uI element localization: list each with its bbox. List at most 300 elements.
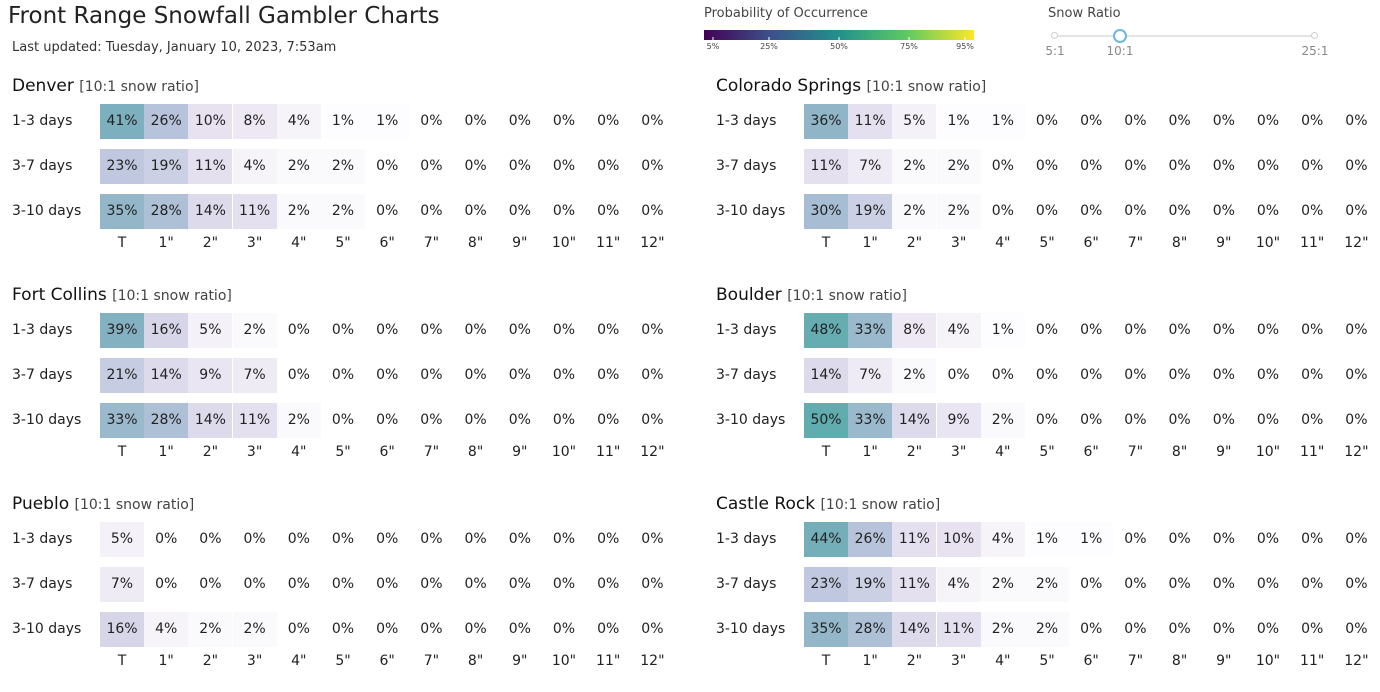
heatmap-cell[interactable]: 0% xyxy=(1345,576,1368,592)
heatmap-cell[interactable]: 0% xyxy=(991,158,1014,174)
heatmap-cell[interactable]: 0% xyxy=(420,576,443,592)
column-label: 7" xyxy=(423,235,440,251)
heatmap-cell[interactable]: 0% xyxy=(552,203,576,219)
column-label: 9" xyxy=(512,235,528,251)
row-label: 1-3 days xyxy=(716,531,777,547)
heatmap-cell[interactable]: 0% xyxy=(1124,621,1147,637)
legend-color-bar xyxy=(704,30,974,42)
heatmap-cell[interactable]: 26% xyxy=(144,104,188,139)
column-label: 12" xyxy=(1344,235,1369,251)
heatmap-cell[interactable]: 2% xyxy=(1025,612,1069,647)
heatmap-cell[interactable]: 9% xyxy=(188,358,232,393)
heatmap-cell[interactable]: 0% xyxy=(1212,367,1235,383)
heatmap-cell[interactable]: 50% xyxy=(804,403,848,438)
heatmap-cell[interactable]: 14% xyxy=(188,403,232,438)
city-name: Denver xyxy=(12,76,74,96)
heatmap-cell[interactable]: 0% xyxy=(1035,158,1059,174)
heatmap-cell[interactable]: 0% xyxy=(641,158,664,174)
heatmap-cell[interactable]: 0% xyxy=(1301,576,1324,592)
heatmap-cell[interactable]: 0% xyxy=(376,322,399,338)
row-label: 1-3 days xyxy=(12,531,73,547)
heatmap-cell[interactable]: 0% xyxy=(641,531,664,547)
column-label: 12" xyxy=(640,444,665,460)
heatmap-cell[interactable]: 0% xyxy=(1301,412,1324,428)
heatmap-cell[interactable]: 7% xyxy=(233,358,277,393)
slider-max-label: 25:1 xyxy=(1301,44,1329,58)
heatmap-cell[interactable]: 11% xyxy=(937,612,981,647)
chart-panel-fort-collins xyxy=(12,285,682,475)
heatmap-cell[interactable]: 0% xyxy=(1345,158,1368,174)
heatmap-cell[interactable]: 0% xyxy=(552,531,576,547)
heatmap-cell[interactable]: 4% xyxy=(981,522,1025,557)
heatmap-cell[interactable]: 1% xyxy=(937,104,981,139)
column-label: 10" xyxy=(551,653,577,669)
column-label: 4" xyxy=(995,444,1011,460)
heatmap-cell[interactable]: 23% xyxy=(804,567,848,602)
heatmap-cell[interactable]: 11% xyxy=(848,104,892,139)
heatmap-cell[interactable]: 0% xyxy=(1212,203,1235,219)
heatmap-cell[interactable]: 14% xyxy=(892,403,936,438)
heatmap-cell[interactable]: 7% xyxy=(100,567,144,602)
column-label: 11" xyxy=(1300,235,1325,251)
heatmap-cell[interactable]: 0% xyxy=(1124,576,1147,592)
heatmap-cell[interactable]: 2% xyxy=(981,403,1025,438)
snow-ratio-title: Snow Ratio xyxy=(1048,6,1121,21)
heatmap-cell[interactable]: 14% xyxy=(144,358,188,393)
heatmap-cell[interactable]: 16% xyxy=(144,313,188,348)
heatmap-cell[interactable]: 4% xyxy=(937,567,981,602)
heatmap-cell[interactable]: 0% xyxy=(1168,576,1191,592)
heatmap-cell[interactable]: 0% xyxy=(1301,203,1324,219)
heatmap-cell[interactable]: 35% xyxy=(100,194,144,229)
heatmap-cell[interactable]: 0% xyxy=(1124,531,1147,547)
column-label: 3" xyxy=(246,235,263,251)
heatmap-cell[interactable]: 0% xyxy=(597,412,620,428)
heatmap-cell[interactable]: 0% xyxy=(1256,621,1280,637)
heatmap-cell[interactable]: 0% xyxy=(1301,367,1324,383)
heatmap-cell[interactable]: 0% xyxy=(552,367,576,383)
heatmap-cell[interactable]: 33% xyxy=(848,313,892,348)
heatmap-cell[interactable]: 2% xyxy=(981,612,1025,647)
heatmap-cell[interactable]: 0% xyxy=(991,367,1014,383)
heatmap-cell[interactable]: 28% xyxy=(144,194,188,229)
heatmap-cell[interactable]: 0% xyxy=(464,531,487,547)
heatmap-cell[interactable]: 2% xyxy=(892,358,936,393)
heatmap-cell[interactable]: 0% xyxy=(597,367,620,383)
heatmap-cell[interactable]: 0% xyxy=(552,158,576,174)
heatmap-cell[interactable]: 0% xyxy=(287,322,310,338)
heatmap-cell[interactable]: 0% xyxy=(1256,412,1280,428)
heatmap-cell[interactable]: 2% xyxy=(321,149,365,184)
heatmap-cell[interactable]: 2% xyxy=(981,567,1025,602)
column-label: 2" xyxy=(906,444,923,460)
heatmap-cell[interactable]: 0% xyxy=(1035,322,1059,338)
snow-ratio-slider[interactable] xyxy=(1045,6,1338,58)
heatmap-cell[interactable]: 4% xyxy=(233,149,277,184)
heatmap-cell[interactable]: 1% xyxy=(321,104,365,139)
heatmap-cell[interactable]: 0% xyxy=(1080,576,1103,592)
heatmap-cell[interactable]: 0% xyxy=(331,621,355,637)
heatmap-cell[interactable]: 0% xyxy=(508,158,531,174)
heatmap-cell[interactable]: 0% xyxy=(376,531,399,547)
heatmap-cell[interactable]: 0% xyxy=(287,531,310,547)
heatmap-cell[interactable]: 0% xyxy=(420,412,443,428)
heatmap-cell[interactable]: 0% xyxy=(508,322,531,338)
slider-track[interactable] xyxy=(1055,35,1315,37)
heatmap-cell[interactable]: 0% xyxy=(1256,203,1280,219)
column-label: 2" xyxy=(202,444,219,460)
heatmap-cell[interactable]: 0% xyxy=(1212,621,1235,637)
heatmap-cell[interactable]: 0% xyxy=(508,367,531,383)
heatmap-cell[interactable]: 26% xyxy=(848,522,892,557)
heatmap-cell[interactable]: 0% xyxy=(1035,113,1059,129)
heatmap-cell[interactable]: 0% xyxy=(1345,367,1368,383)
heatmap-cell[interactable]: 39% xyxy=(100,313,144,348)
heatmap-cell[interactable]: 4% xyxy=(144,612,188,647)
heatmap-cell[interactable]: 0% xyxy=(641,412,664,428)
heatmap-cell[interactable]: 0% xyxy=(464,367,487,383)
heatmap-cell[interactable]: 0% xyxy=(1080,367,1103,383)
row-label: 3-10 days xyxy=(12,621,82,637)
heatmap-cell[interactable]: 0% xyxy=(1168,158,1191,174)
heatmap-cell[interactable]: 0% xyxy=(597,322,620,338)
column-label: 2" xyxy=(906,653,923,669)
column-label: 5" xyxy=(1039,444,1055,460)
heatmap-cell[interactable]: 0% xyxy=(508,203,531,219)
heatmap-cell[interactable]: 41% xyxy=(100,104,144,139)
heatmap-cell[interactable]: 0% xyxy=(1124,203,1147,219)
heatmap-cell[interactable]: 0% xyxy=(641,621,664,637)
heatmap-cell[interactable]: 0% xyxy=(243,531,266,547)
heatmap-cell[interactable]: 28% xyxy=(848,612,892,647)
heatmap-cell[interactable]: 0% xyxy=(376,621,399,637)
heatmap-cell[interactable]: 0% xyxy=(1301,621,1324,637)
heatmap-cell[interactable]: 2% xyxy=(892,194,936,229)
heatmap-cell[interactable]: 0% xyxy=(155,531,178,547)
heatmap-cell[interactable]: 2% xyxy=(233,612,277,647)
heatmap-cell[interactable]: 0% xyxy=(552,113,576,129)
heatmap-cell[interactable]: 0% xyxy=(464,158,487,174)
slider-current-label: 10:1 xyxy=(1106,44,1134,58)
heatmap-cell[interactable]: 0% xyxy=(641,203,664,219)
column-label: 11" xyxy=(596,653,621,669)
heatmap-cell[interactable]: 0% xyxy=(947,367,970,383)
heatmap-cell[interactable]: 8% xyxy=(233,104,277,139)
heatmap-cell[interactable]: 0% xyxy=(552,621,576,637)
heatmap-cell[interactable]: 14% xyxy=(804,358,848,393)
heatmap-cell[interactable]: 11% xyxy=(233,403,277,438)
heatmap-cell[interactable]: 2% xyxy=(188,612,232,647)
heatmap-cell[interactable]: 0% xyxy=(1212,322,1235,338)
heatmap-cell[interactable]: 0% xyxy=(287,367,310,383)
heatmap-cell[interactable]: 11% xyxy=(892,522,936,557)
heatmap-cell[interactable]: 0% xyxy=(420,367,443,383)
heatmap-cell[interactable]: 0% xyxy=(1035,367,1059,383)
row-label: 3-7 days xyxy=(12,158,73,174)
legend-title: Probability of Occurrence xyxy=(704,6,868,21)
heatmap-cell[interactable]: 0% xyxy=(1168,531,1191,547)
column-label: 11" xyxy=(1300,444,1325,460)
row-label: 3-10 days xyxy=(716,621,786,637)
heatmap-cell[interactable]: 0% xyxy=(1080,412,1103,428)
heatmap-cell[interactable]: 0% xyxy=(1080,113,1103,129)
heatmap-cell[interactable]: 0% xyxy=(287,576,310,592)
slider-handle[interactable] xyxy=(1113,29,1127,43)
heatmap-cell[interactable]: 2% xyxy=(233,313,277,348)
heatmap-cell[interactable]: 0% xyxy=(641,576,664,592)
heatmap-cell[interactable]: 11% xyxy=(804,149,848,184)
legend-tick-label: 50% xyxy=(830,42,848,51)
slider-max-dot xyxy=(1311,32,1318,39)
column-label: 7" xyxy=(1127,653,1144,669)
heatmap-cell[interactable]: 14% xyxy=(892,612,936,647)
heatmap-cell[interactable]: 1% xyxy=(1025,522,1069,557)
column-label: 6" xyxy=(379,444,395,460)
heatmap-cell[interactable]: 4% xyxy=(937,313,981,348)
heatmap-cell[interactable]: 2% xyxy=(1025,567,1069,602)
heatmap-cell[interactable]: 10% xyxy=(937,522,981,557)
row-label: 3-7 days xyxy=(716,158,777,174)
heatmap-cell[interactable]: 0% xyxy=(155,576,178,592)
heatmap-cell[interactable]: 0% xyxy=(464,621,487,637)
heatmap-cell[interactable]: 0% xyxy=(331,576,355,592)
column-label: 9" xyxy=(512,653,528,669)
heatmap-cell[interactable]: 0% xyxy=(1080,322,1103,338)
heatmap-cell[interactable]: 0% xyxy=(420,621,443,637)
panel-title xyxy=(12,285,232,305)
heatmap-cell[interactable]: 2% xyxy=(277,403,321,438)
heatmap-cell[interactable]: 10% xyxy=(188,104,232,139)
heatmap-cell[interactable]: 0% xyxy=(376,412,399,428)
heatmap-cell[interactable]: 0% xyxy=(1256,576,1280,592)
heatmap-cell[interactable]: 0% xyxy=(199,576,222,592)
heatmap-cell[interactable]: 0% xyxy=(464,113,487,129)
heatmap-cell[interactable]: 0% xyxy=(1168,412,1191,428)
heatmap-cell[interactable]: 2% xyxy=(321,194,365,229)
heatmap-cell[interactable]: 0% xyxy=(641,113,664,129)
panel-title xyxy=(716,494,940,514)
column-label: 10" xyxy=(551,444,577,460)
heatmap-cell[interactable]: 0% xyxy=(1256,367,1280,383)
heatmap-cell[interactable]: 0% xyxy=(1168,367,1191,383)
column-label: 8" xyxy=(467,444,484,460)
heatmap-cell[interactable]: 0% xyxy=(243,576,266,592)
heatmap-cell[interactable]: 4% xyxy=(277,104,321,139)
column-label: 9" xyxy=(512,444,528,460)
heatmap-cell[interactable]: 0% xyxy=(597,203,620,219)
heatmap-cell[interactable]: 44% xyxy=(804,522,848,557)
heatmap-cell[interactable]: 5% xyxy=(892,104,936,139)
heatmap-cell[interactable]: 1% xyxy=(981,313,1025,348)
heatmap-cell[interactable]: 0% xyxy=(420,158,443,174)
panel-title xyxy=(12,494,194,514)
heatmap-cell[interactable]: 35% xyxy=(804,612,848,647)
heatmap-cell[interactable]: 0% xyxy=(508,412,531,428)
heatmap-cell[interactable]: 0% xyxy=(1124,158,1147,174)
heatmap-cell[interactable]: 11% xyxy=(188,149,232,184)
column-label: 6" xyxy=(1083,444,1099,460)
heatmap-cell[interactable]: 0% xyxy=(991,203,1014,219)
heatmap-cell[interactable]: 0% xyxy=(552,322,576,338)
column-label: 4" xyxy=(291,653,307,669)
column-label: 7" xyxy=(423,444,440,460)
heatmap-cell[interactable]: 16% xyxy=(100,612,144,647)
heatmap-cell[interactable]: 33% xyxy=(848,403,892,438)
heatmap-cell[interactable]: 0% xyxy=(376,158,399,174)
chart-panel-denver xyxy=(12,76,682,266)
heatmap-cell[interactable]: 0% xyxy=(552,412,576,428)
heatmap-cell[interactable]: 19% xyxy=(144,149,188,184)
column-label: 11" xyxy=(596,235,621,251)
heatmap-cell[interactable]: 0% xyxy=(420,113,443,129)
heatmap-cell[interactable]: 7% xyxy=(848,358,892,393)
heatmap-cell[interactable]: 1% xyxy=(981,104,1025,139)
heatmap-cell[interactable]: 0% xyxy=(1256,113,1280,129)
slider-min-dot xyxy=(1051,32,1058,39)
heatmap-cell[interactable]: 2% xyxy=(937,149,981,184)
heatmap-cell[interactable]: 21% xyxy=(100,358,144,393)
heatmap-cell[interactable]: 11% xyxy=(233,194,277,229)
heatmap-cell[interactable]: 19% xyxy=(848,194,892,229)
heatmap-cell[interactable]: 0% xyxy=(1212,158,1235,174)
heatmap-cell[interactable]: 0% xyxy=(1168,113,1191,129)
heatmap-cell[interactable]: 0% xyxy=(508,531,531,547)
heatmap-cell[interactable]: 33% xyxy=(100,403,144,438)
heatmap-cell[interactable]: 0% xyxy=(1301,322,1324,338)
column-label: 6" xyxy=(379,235,395,251)
heatmap-cell[interactable]: 5% xyxy=(100,522,144,557)
heatmap-cell[interactable]: 0% xyxy=(464,203,487,219)
heatmap-cell[interactable]: 0% xyxy=(597,621,620,637)
heatmap-cell[interactable]: 1% xyxy=(1069,522,1113,557)
heatmap-cell[interactable]: 36% xyxy=(804,104,848,139)
heatmap-cell[interactable]: 0% xyxy=(464,412,487,428)
heatmap-cell[interactable]: 0% xyxy=(331,322,355,338)
column-label: 8" xyxy=(467,653,484,669)
heatmap-cell[interactable]: 2% xyxy=(937,194,981,229)
heatmap-cell[interactable]: 0% xyxy=(1301,113,1324,129)
heatmap-cell[interactable]: 0% xyxy=(1124,322,1147,338)
heatmap-cell[interactable]: 0% xyxy=(1124,412,1147,428)
heatmap-cell[interactable]: 0% xyxy=(331,412,355,428)
heatmap-cell[interactable]: 0% xyxy=(597,576,620,592)
column-label: 3" xyxy=(950,235,967,251)
heatmap-cell[interactable]: 0% xyxy=(1345,621,1368,637)
heatmap-cell[interactable]: 0% xyxy=(1301,531,1324,547)
ratio-subtitle: [10:1 snow ratio] xyxy=(820,497,941,513)
heatmap-cell[interactable]: 2% xyxy=(277,194,321,229)
heatmap-cell[interactable]: 0% xyxy=(464,576,487,592)
heatmap-cell[interactable]: 9% xyxy=(937,403,981,438)
heatmap-cell[interactable]: 0% xyxy=(1035,412,1059,428)
heatmap-cell[interactable]: 0% xyxy=(641,367,664,383)
column-label: 3" xyxy=(246,653,263,669)
column-label: 7" xyxy=(1127,235,1144,251)
heatmap-cell[interactable]: 28% xyxy=(144,403,188,438)
heatmap-cell[interactable]: 0% xyxy=(508,113,531,129)
heatmap-cell[interactable]: 30% xyxy=(804,194,848,229)
heatmap-cell[interactable]: 1% xyxy=(365,104,409,139)
heatmap-cell[interactable]: 11% xyxy=(892,567,936,602)
heatmap-cell[interactable]: 0% xyxy=(376,203,399,219)
heatmap-cell[interactable]: 0% xyxy=(597,113,620,129)
heatmap-cell[interactable]: 0% xyxy=(508,576,531,592)
heatmap-cell[interactable]: 0% xyxy=(331,367,355,383)
heatmap-cell[interactable]: 0% xyxy=(1124,367,1147,383)
heatmap-cell[interactable]: 0% xyxy=(420,531,443,547)
heatmap-cell[interactable]: 0% xyxy=(597,158,620,174)
legend-tick-labels xyxy=(704,42,974,62)
heatmap-cell[interactable]: 0% xyxy=(1345,531,1368,547)
heatmap-cell[interactable]: 0% xyxy=(1256,158,1280,174)
heatmap-cell[interactable]: 14% xyxy=(188,194,232,229)
heatmap-cell[interactable]: 0% xyxy=(1345,412,1368,428)
last-updated-text: Last updated: Tuesday, January 10, 2023, 7:53am xyxy=(12,40,337,55)
heatmap-cell[interactable]: 0% xyxy=(1212,576,1235,592)
heatmap-cell[interactable]: 0% xyxy=(1080,158,1103,174)
heatmap-cell[interactable]: 19% xyxy=(848,567,892,602)
heatmap-cell[interactable]: 0% xyxy=(1124,113,1147,129)
heatmap-cell[interactable]: 0% xyxy=(1080,203,1103,219)
page-title: Front Range Snowfall Gambler Charts xyxy=(8,3,440,29)
column-label: 12" xyxy=(640,235,665,251)
heatmap-cell[interactable]: 23% xyxy=(100,149,144,184)
heatmap-cell[interactable]: 0% xyxy=(1035,203,1059,219)
heatmap-cell[interactable]: 0% xyxy=(420,322,443,338)
heatmap-cell[interactable]: 0% xyxy=(1168,621,1191,637)
column-label: 6" xyxy=(379,653,395,669)
column-label: 12" xyxy=(1344,444,1369,460)
heatmap-cell[interactable]: 8% xyxy=(892,313,936,348)
heatmap-cell[interactable]: 0% xyxy=(199,531,222,547)
heatmap-cell[interactable]: 0% xyxy=(1168,203,1191,219)
heatmap-cell[interactable]: 0% xyxy=(641,322,664,338)
row-label: 3-10 days xyxy=(716,412,786,428)
heatmap-cell[interactable]: 0% xyxy=(597,531,620,547)
heatmap-cell[interactable]: 0% xyxy=(1256,322,1280,338)
heatmap-cell[interactable]: 2% xyxy=(277,149,321,184)
heatmap-cell[interactable]: 0% xyxy=(1301,158,1324,174)
heatmap-cell[interactable]: 0% xyxy=(464,322,487,338)
heatmap-cell[interactable]: 2% xyxy=(892,149,936,184)
heatmap-cell[interactable]: 0% xyxy=(1256,531,1280,547)
heatmap-cell[interactable]: 0% xyxy=(1345,322,1368,338)
heatmap-cell[interactable]: 0% xyxy=(1345,203,1368,219)
column-label: 1" xyxy=(862,444,878,460)
city-name: Pueblo xyxy=(12,494,70,514)
heatmap-cell[interactable]: 0% xyxy=(1080,621,1103,637)
heatmap-cell[interactable]: 5% xyxy=(188,313,232,348)
legend-tick-label: 75% xyxy=(900,42,918,51)
heatmap-cell[interactable]: 0% xyxy=(331,531,355,547)
heatmap-cell[interactable]: 0% xyxy=(552,576,576,592)
heatmap-cell[interactable]: 0% xyxy=(376,576,399,592)
heatmap-cell[interactable]: 0% xyxy=(1212,113,1235,129)
chart-panel-colorado-springs xyxy=(716,76,1380,266)
heatmap-cell[interactable]: 0% xyxy=(1168,322,1191,338)
heatmap-cell[interactable]: 0% xyxy=(508,621,531,637)
heatmap-cell[interactable]: 48% xyxy=(804,313,848,348)
ratio-subtitle: [10:1 snow ratio] xyxy=(112,288,232,304)
heatmap-cell[interactable]: 0% xyxy=(1212,531,1235,547)
heatmap-cell[interactable]: 0% xyxy=(420,203,443,219)
heatmap-cell[interactable]: 0% xyxy=(1212,412,1235,428)
heatmap-cell[interactable]: 0% xyxy=(376,367,399,383)
heatmap-cell[interactable]: 0% xyxy=(287,621,310,637)
row-label: 3-10 days xyxy=(12,412,82,428)
heatmap-cell[interactable]: 7% xyxy=(848,149,892,184)
heatmap-cell[interactable]: 0% xyxy=(1345,113,1368,129)
